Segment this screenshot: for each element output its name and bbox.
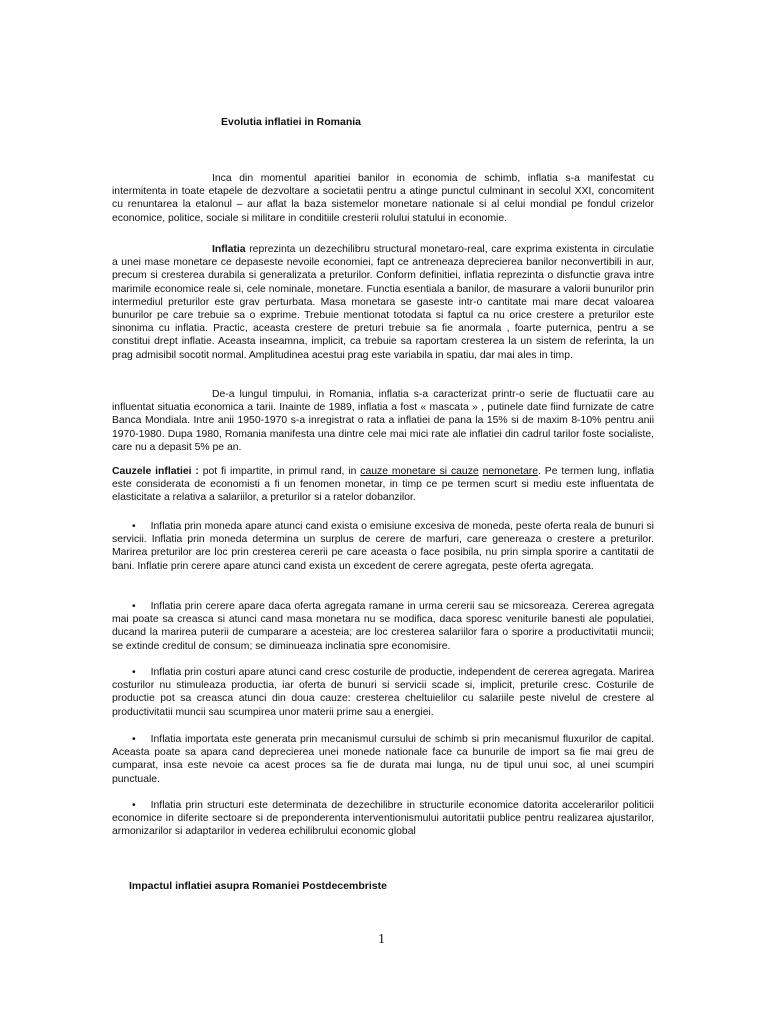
bullet-text: Inflatia prin cerere apare daca oferta agregata ramane in urma cererii sau se micsoreaza. Cererea agregata mai poate sa creasca si atunci cand masa monetara nu se modifica, daca sporesc veniturile banesti ale populatiei, ducand la marirea puterii de cumparare a acesteia; are loc cresterea salariilor fara o sporire a productivitatii muncii; se extinde creditul de consum; se diminueaza inclinatia spre economisire. (112, 601, 654, 652)
document-title: Evolutia inflatiei in Romania (221, 116, 362, 128)
bullet-item (112, 520, 654, 573)
paragraph-definition (112, 243, 654, 362)
bullet-text: Inflatia prin moneda apare atunci cand exista o emisiune excesiva de moneda, peste oferta reala de bunuri si servicii. Inflatia prin moneda determina un surplus de cerere de marfuri, care genereaza o crestere a preturilor. Marirea preturilor are loc prin cresterea cererii pe care aceasta o face posibila, nu prin simpla sporire a cantitatii de bani. Inflatie prin cerere apare atunci cand exista un excedent de cerere agregata, peste oferta agregata. (112, 521, 654, 572)
bullet-icon: • (132, 734, 136, 745)
causes-text-b: . Pe termen lung, inflatia este considerata de economisti a fi un fenomen monetar, in timp ce pe termen scurt si mediu este influentata de elasticitate a relativa a salariilor, a preturilor si a ratelor dobanzilor. (112, 466, 654, 504)
definition-text: reprezinta un dezechilibru structural monetaro-real, care exprima existenta in circulatie a unei mase monetare ce depaseste nevoile economiei, fapt ce antreneaza deprecierea banilor neconvertibili in aur, precum si cresterea durabila si generalizata a preturilor. Conform definitiei, inflatia reprezinta o disfunctie grava intre marimile economice reale si, cele nominale, monetare. Functia esentiala a banilor, de masurare a valorii bunurilor prin intermediul preturilor este grav perturbata. Masa monetara se gaseste intr-o cantitate mai mare decat valoarea bunurilor pe care trebuie sa o exprime. Trebuie mentionat totodata si faptul ca nu orice crestere a preturilor este sinonima cu inflatia. Practic, aceasta crestere de preturi trebuie sa fie anormala , foarte puternica, pentru a se constitui drept inflatie. Aceasta inseamna, implicit, ca trebuie sa raportam cresterea la un sistem de referinta, la un prag admisibil socotit normal. Amplitudinea acestui prag este variabila in spatiu, dar mai ales in timp. (112, 244, 654, 361)
paragraph-causes (112, 465, 654, 505)
bullet-icon: • (132, 667, 136, 678)
causes-text-a: pot fi impartite, in primul rand, in (198, 466, 361, 477)
bullet-text: Inflatia prin structuri este determinata de dezechilibre in structurile economice datorita accelerarilor politicii economice in diferite sectoare si de preponderenta interventionismului autoritatii publice pentru realizarea ajustarilor, armonizarilor si adaptarilor in vederea echilibrului economic global (112, 800, 654, 838)
section-subtitle: Impactul inflatiei asupra Romaniei Postdecembriste (129, 880, 387, 892)
bullet-item (112, 600, 654, 653)
bullet-text: Inflatia importata este generata prin mecanismul cursului de schimb si prin mecanismul fluxurilor de capital. Aceasta poate sa apara cand deprecierea unei monede nationale face ca bunurile de import sa fie mai greu de cumparat, insa este nevoie ca acest proces sa fie de durata mai lunga, nu de tipul unui soc, al unei scumpiri punctuale. (112, 734, 654, 785)
term-causes: Cauzele inflatiei : (112, 466, 199, 477)
paragraph-history: De-a lungul timpului, in Romania, inflatia s-a caracterizat printr-o serie de fluctuatii care au influentat situatia economica a tarii. Inainte de 1989, inflatia a fost « mascata » , putinele date fiind furnizate de catre Banca Mondiala. Intre anii 1950-1970 s-a inregistrat o rata a inflatiei de pana la 15% si de maxim 8-10% pentru anii 1970-1980. Dupa 1980, Romania manifesta una dintre cele mai mici rate ale inflatiei din cadrul tarilor foste socialiste, care nu a depasit 5% pe an. (112, 389, 654, 453)
causes-underlined-2: nemonetare (482, 466, 539, 477)
term-inflatia: Inflatia (212, 244, 246, 255)
bullet-text: Inflatia prin costuri apare atunci cand cresc costurile de productie, independent de cererea agregata. Marirea costurilor nu stimuleaza productia, iar oferta de bunuri si servicii scade si, implicit, preturile cresc. Costurile de productie pot sa creasca atunci din doua cauze: cresterea cheltuielilor cu salariile peste nivelul de crestere al productivitatii muncii sau scumpirea unor materii prime sau a energiei. (112, 667, 654, 718)
causes-underlined-1: cauze monetare si cauze (360, 466, 479, 477)
bullet-icon: • (132, 521, 136, 532)
bullet-item (112, 799, 654, 839)
bullet-icon: • (132, 601, 136, 612)
bullet-item (112, 733, 654, 786)
bullet-item (112, 666, 654, 719)
page-number: 1 (378, 932, 385, 947)
paragraph-intro: Inca din momentul aparitiei banilor in economia de schimb, inflatia s-a manifestat cu intermitenta in toate etapele de dezvoltare a societatii pentru a atinge punctul culminant in secolul XXI, concomitent cu renuntarea la etalonul – aur aflat la baza sistemelor monetare nationale si al celui mondial pe fondul crizelor economice, politice, sociale si militare in conditiile cresterii rolului statului in economie. (112, 173, 654, 224)
bullet-icon: • (132, 800, 136, 811)
